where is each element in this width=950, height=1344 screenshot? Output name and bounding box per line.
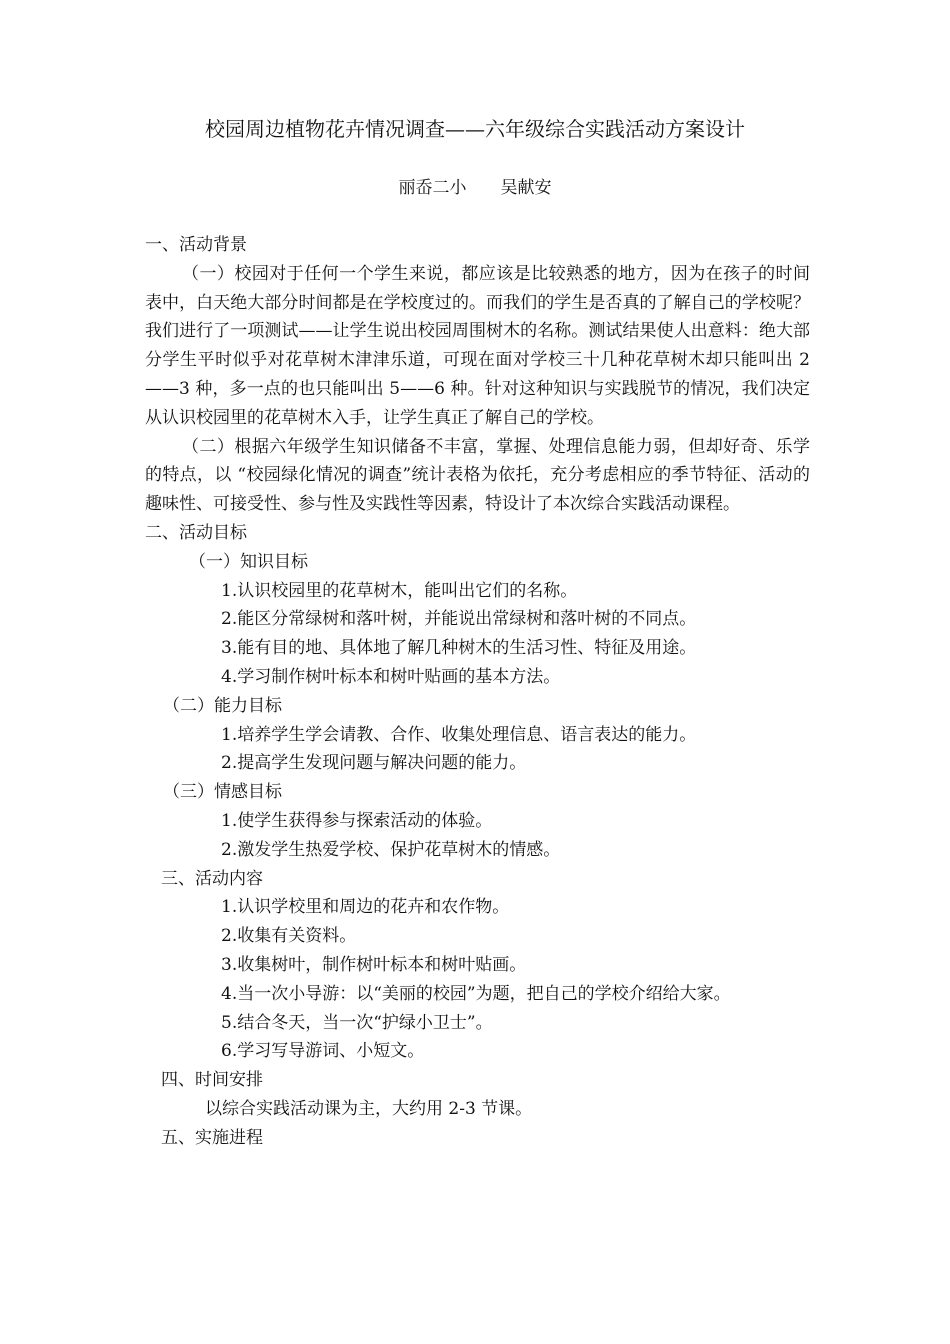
list-item: 2.提高学生发现问题与解决问题的能力。	[221, 753, 527, 774]
section-heading-process: 五、实施进程	[161, 1127, 263, 1148]
author-name: 吴献安	[500, 178, 552, 198]
section-heading-content: 三、活动内容	[161, 868, 263, 889]
list-item: 2.能区分常绿树和落叶树，并能说出常绿树和落叶树的不同点。	[221, 609, 697, 630]
list-item: 1.使学生获得参与探索活动的体验。	[221, 810, 493, 831]
list-item: 4.学习制作树叶标本和树叶贴画的基本方法。	[221, 666, 561, 687]
list-item: 1.认识学校里和周边的花卉和农作物。	[221, 897, 510, 918]
list-item: 1.培养学生学会请教、合作、收集处理信息、语言表达的能力。	[221, 724, 697, 745]
list-item: 2.收集有关资料。	[221, 926, 357, 947]
section-heading-background: 一、活动背景	[145, 235, 247, 255]
subheading-ability-goals: （二）能力目标	[163, 695, 282, 716]
subheading-emotion-goals: （三）情感目标	[163, 782, 282, 803]
list-item: 6.学习写导游词、小短文。	[221, 1041, 425, 1062]
schedule-text: 以综合实践活动课为主，大约用 2-3 节课。	[205, 1098, 533, 1119]
list-item: 3.收集树叶，制作树叶标本和树叶贴画。	[221, 954, 527, 975]
background-paragraph-2: （二）根据六年级学生知识储备不丰富，掌握、处理信息能力弱，但却好奇、乐学的特点，以 “校园绿化情况的调查”统计表格为依托，充分考虑相应的季节特征、活动的趣味性、可接受性、参与性及实践性等因素，特设计了本次综合实践活动课程。	[145, 436, 810, 515]
document-body	[145, 231, 810, 1153]
background-paragraph-1: （一）校园对于任何一个学生来说，都应该是比较熟悉的地方，因为在孩子的时间表中，白天绝大部分时间都是在学校度过的。而我们的学生是否真的了解自己的学校呢？我们进行了一项测试——让学生说出校园周围树木的名称。测试结果使人出意料：绝大部分学生平时似乎对花草树木津津乐道，可现在面对学校三十几种花草树木却只能叫出 2——3 种，多一点的也只能叫出 5——6 种。针对这种知识与实践脱节的情况，我们决定从认识校园里的花草树木入手，让学生真正了解自己的学校。	[145, 263, 810, 428]
section-heading-goals: 二、活动目标	[145, 522, 247, 543]
list-item: 1.认识校园里的花草树木，能叫出它们的名称。	[221, 580, 578, 601]
author-line	[0, 175, 950, 201]
list-item: 4.当一次小导游：以“美丽的校园”为题，把自己的学校介绍给大家。	[221, 983, 731, 1004]
list-item: 2.激发学生热爱学校、保护花草树木的情感。	[221, 839, 561, 860]
list-item: 5.结合冬天，当一次“护绿小卫士”。	[221, 1012, 493, 1033]
list-item: 3.能有目的地、具体地了解几种树木的生活习性、特征及用途。	[221, 638, 697, 659]
school-name: 丽岙二小	[398, 178, 467, 198]
document-title: 校园周边植物花卉情况调查——六年级综合实践活动方案设计	[205, 117, 745, 141]
section-heading-schedule: 四、时间安排	[161, 1070, 263, 1091]
subheading-knowledge-goals: （一）知识目标	[189, 551, 308, 572]
